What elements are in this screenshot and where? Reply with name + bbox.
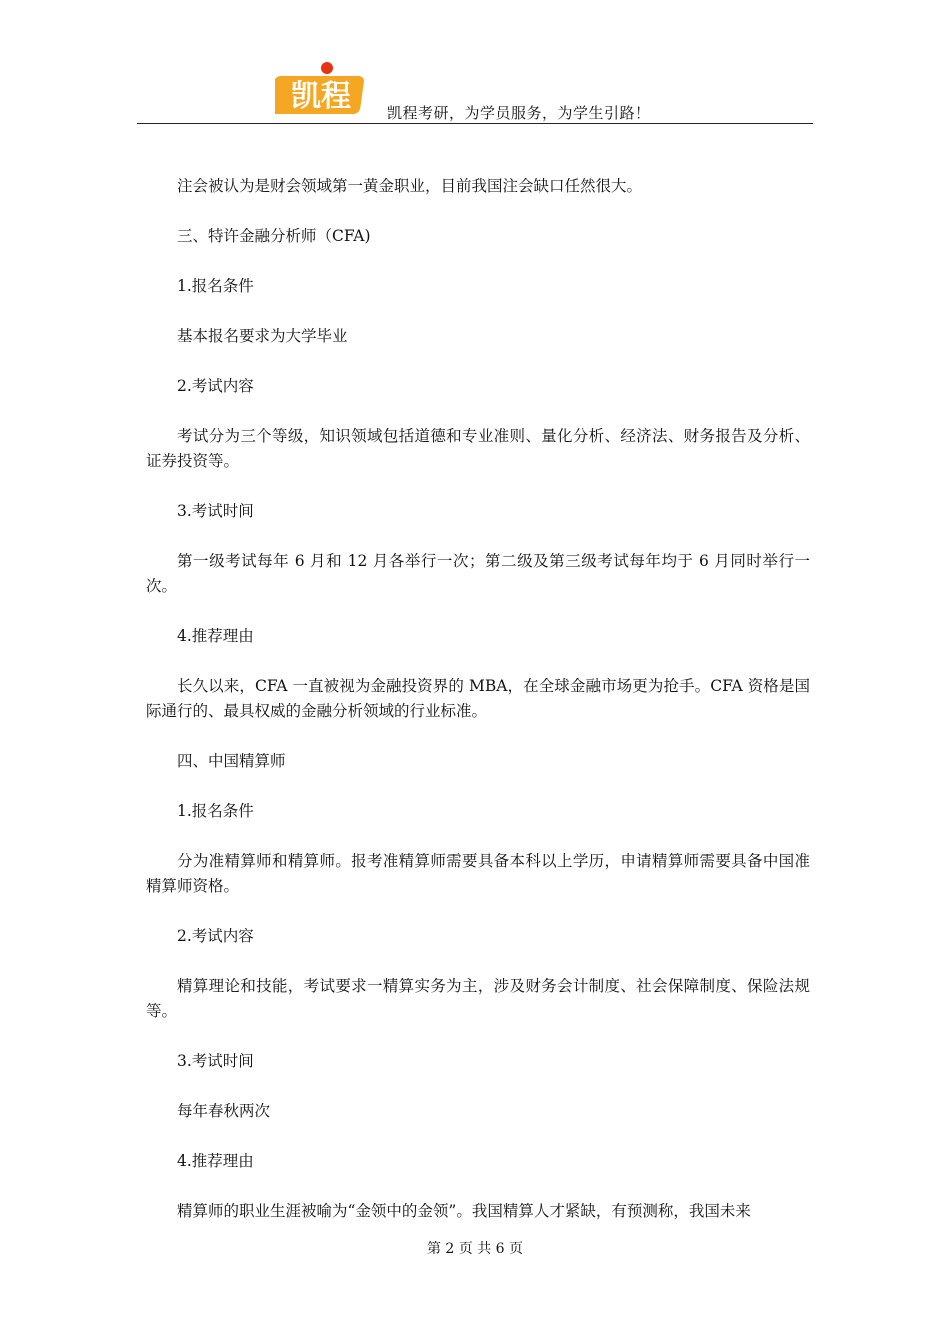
paragraph: 精算师的职业生涯被喻为“金领中的金领”。我国精算人才紧缺，有预测称，我国未来 xyxy=(177,1202,751,1220)
logo-text: 凯程 xyxy=(291,79,351,114)
paragraph: 每年春秋两次 xyxy=(177,1102,271,1120)
section-heading: 四、中国精算师 xyxy=(177,752,286,770)
subheading: 1.报名条件 xyxy=(177,277,254,295)
kaicheng-logo xyxy=(275,60,369,116)
subheading: 1.报名条件 xyxy=(177,802,254,820)
paragraph: 考试分为三个等级，知识领域包括道德和专业准则、量化分析、经济法、财务报告及分析、证券投资等。 xyxy=(146,427,810,470)
paragraph: 精算理论和技能，考试要求一精算实务为主，涉及财务会计制度、社会保障制度、保险法规等。 xyxy=(146,977,810,1020)
subheading: 3.考试时间 xyxy=(177,502,254,520)
subheading: 3.考试时间 xyxy=(177,1052,254,1070)
paragraph: 分为准精算师和精算师。报考准精算师需要具备本科以上学历，申请精算师需要具备中国准精算师资格。 xyxy=(146,852,810,895)
paragraph: 长久以来，CFA 一直被视为金融投资界的 MBA，在全球金融市场更为抢手。CFA 资格是国际通行的、最具权威的金融分析领域的行业标准。 xyxy=(146,677,810,720)
page-header xyxy=(137,60,813,124)
header-slogan: 凯程考研，为学员服务，为学生引路！ xyxy=(387,104,651,122)
subheading: 2.考试内容 xyxy=(177,927,254,945)
document-body xyxy=(146,174,810,1249)
subheading: 4.推荐理由 xyxy=(177,1152,254,1170)
section-heading: 三、特许金融分析师（CFA) xyxy=(177,227,371,245)
page-number: 第 2 页 共 6 页 xyxy=(426,1241,524,1257)
paragraph: 基本报名要求为大学毕业 xyxy=(177,327,348,345)
paragraph: 第一级考试每年 6 月和 12 月各举行一次；第二级及第三级考试每年均于 6 月同时举行一次。 xyxy=(146,552,810,595)
subheading: 2.考试内容 xyxy=(177,377,254,395)
paragraph: 注会被认为是财会领域第一黄金职业，目前我国注会缺口任然很大。 xyxy=(177,177,643,195)
header-rule xyxy=(137,123,813,124)
subheading: 4.推荐理由 xyxy=(177,627,254,645)
